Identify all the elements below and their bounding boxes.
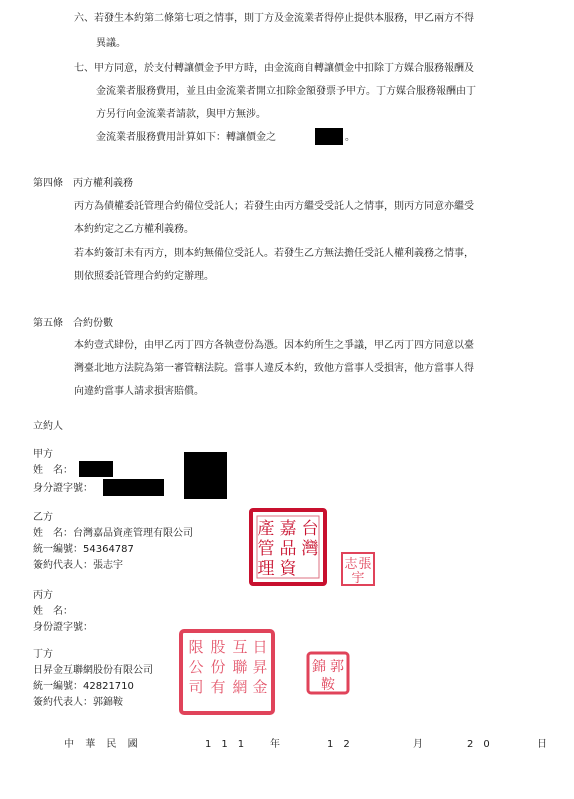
svg-text:網: 網 — [232, 678, 248, 696]
date-month: 12 — [327, 739, 360, 750]
date-year-unit: 年 — [270, 739, 280, 750]
article5-p1-line3: 向違約當事人請求損害賠償。 — [74, 386, 204, 397]
svg-text:灣: 灣 — [301, 539, 319, 559]
party-a-name-label: 姓 名： — [33, 465, 73, 476]
svg-text:有: 有 — [210, 678, 226, 696]
article5-p1-line1: 本約壹式肆份，由甲乙丙丁四方各執壹份為憑。因本約所生之爭議，甲乙丙丁四方同意以臺 — [74, 340, 474, 351]
article4-p2-line1: 若本約簽訂未有丙方，則本約無備位受託人。若發生乙方無法擔任受託人權利義務之情事， — [74, 248, 474, 259]
svg-text:限: 限 — [188, 638, 204, 656]
svg-text:金: 金 — [252, 678, 268, 696]
svg-text:錦: 錦 — [312, 659, 326, 675]
redaction-fee-rate — [315, 128, 343, 145]
svg-text:台: 台 — [301, 519, 319, 539]
article4-p2-line2: 則依照委託管理合約約定辦理。 — [74, 271, 214, 282]
svg-text:股: 股 — [210, 638, 226, 656]
party-c-id-label: 身份證字號： — [33, 622, 93, 633]
party-a-label: 甲方 — [33, 449, 53, 460]
clause-item6-line1: 六、若發生本約第二條第七項之情事，則丁方及金流業者得停止提供本服務，甲乙兩方不得 — [74, 13, 474, 24]
svg-text:聯: 聯 — [232, 658, 248, 676]
redaction-party-a-name — [79, 461, 113, 477]
svg-text:份: 份 — [210, 658, 226, 676]
article4-p1-line2: 本約約定之乙方權利義務。 — [74, 224, 194, 235]
clause-item7-line3: 方另行向金流業者請款，與甲方無涉。 — [96, 109, 266, 120]
svg-text:志: 志 — [344, 557, 358, 572]
period-mark: 。 — [345, 132, 355, 143]
party-b-company-seal — [248, 507, 328, 587]
signatories-title: 立約人 — [33, 421, 63, 432]
party-d-label: 丁方 — [33, 649, 53, 660]
svg-text:昇: 昇 — [252, 658, 268, 676]
redaction-party-a-id — [103, 479, 164, 496]
svg-text:管: 管 — [257, 539, 275, 559]
svg-text:資: 資 — [279, 559, 297, 579]
date-label: 中 華 民 國 — [64, 739, 139, 750]
clause-item7-line4: 金流業者服務費用計算如下：轉讓價金之 — [96, 132, 276, 143]
svg-text:日: 日 — [252, 638, 268, 656]
party-b-rep-line: 簽約代表人：張志宇 — [33, 560, 123, 571]
party-d-tax-line: 統一編號：42821710 — [33, 681, 134, 692]
svg-text:理: 理 — [257, 559, 275, 579]
party-b-label: 乙方 — [33, 512, 53, 523]
svg-text:產: 產 — [257, 519, 275, 539]
svg-text:郭: 郭 — [330, 659, 344, 675]
party-b-tax-line: 統一編號：54364787 — [33, 544, 134, 555]
clause-item7-line1: 七、甲方同意，於支付轉讓價金予甲方時，由金流商自轉讓價金中扣除丁方媒合服務報酬及 — [74, 63, 474, 74]
redaction-party-a-seal — [184, 452, 227, 499]
party-d-rep-seal — [306, 651, 350, 695]
article4-p1-line1: 丙方為債權委託管理合約備位受託人；若發生由丙方繼受受託人之情事，則丙方同意亦繼受 — [74, 201, 474, 212]
clause-item6-line2: 異議。 — [96, 38, 126, 49]
svg-text:宇: 宇 — [351, 571, 365, 586]
party-c-label: 丙方 — [33, 590, 53, 601]
svg-text:互: 互 — [232, 638, 248, 656]
svg-text:鞍: 鞍 — [321, 677, 335, 693]
svg-text:品: 品 — [279, 539, 297, 559]
party-d-name-line: 日昇金互聯網股份有限公司 — [33, 665, 153, 676]
article5-p1-line2: 灣臺北地方法院為第一審管轄法院。當事人違反本約，致他方當事人受損害，他方當事人得 — [74, 363, 474, 374]
article5-heading: 第五條 合約份數 — [33, 318, 113, 329]
clause-item7-line2: 金流業者服務費用，並且由金流業者開立扣除金額發票予甲方。丁方媒合服務報酬由丁 — [96, 86, 476, 97]
party-b-name-line: 姓 名：台灣嘉品資產管理有限公司 — [33, 528, 193, 539]
date-day-unit: 日 — [537, 739, 547, 750]
party-a-id-label: 身分證字號： — [33, 483, 93, 494]
party-d-rep-line: 簽約代表人：郭錦鞍 — [33, 697, 123, 708]
party-d-company-seal — [178, 628, 276, 716]
svg-text:公: 公 — [188, 658, 204, 676]
date-month-unit: 月 — [413, 739, 423, 750]
party-c-name-label: 姓 名： — [33, 606, 73, 617]
svg-text:張: 張 — [358, 557, 372, 572]
date-day: 20 — [467, 739, 500, 750]
svg-text:嘉: 嘉 — [279, 519, 297, 539]
date-year: 111 — [205, 739, 255, 750]
article4-heading: 第四條 丙方權利義務 — [33, 178, 133, 189]
svg-text:司: 司 — [188, 678, 204, 696]
party-b-rep-seal — [340, 551, 376, 587]
